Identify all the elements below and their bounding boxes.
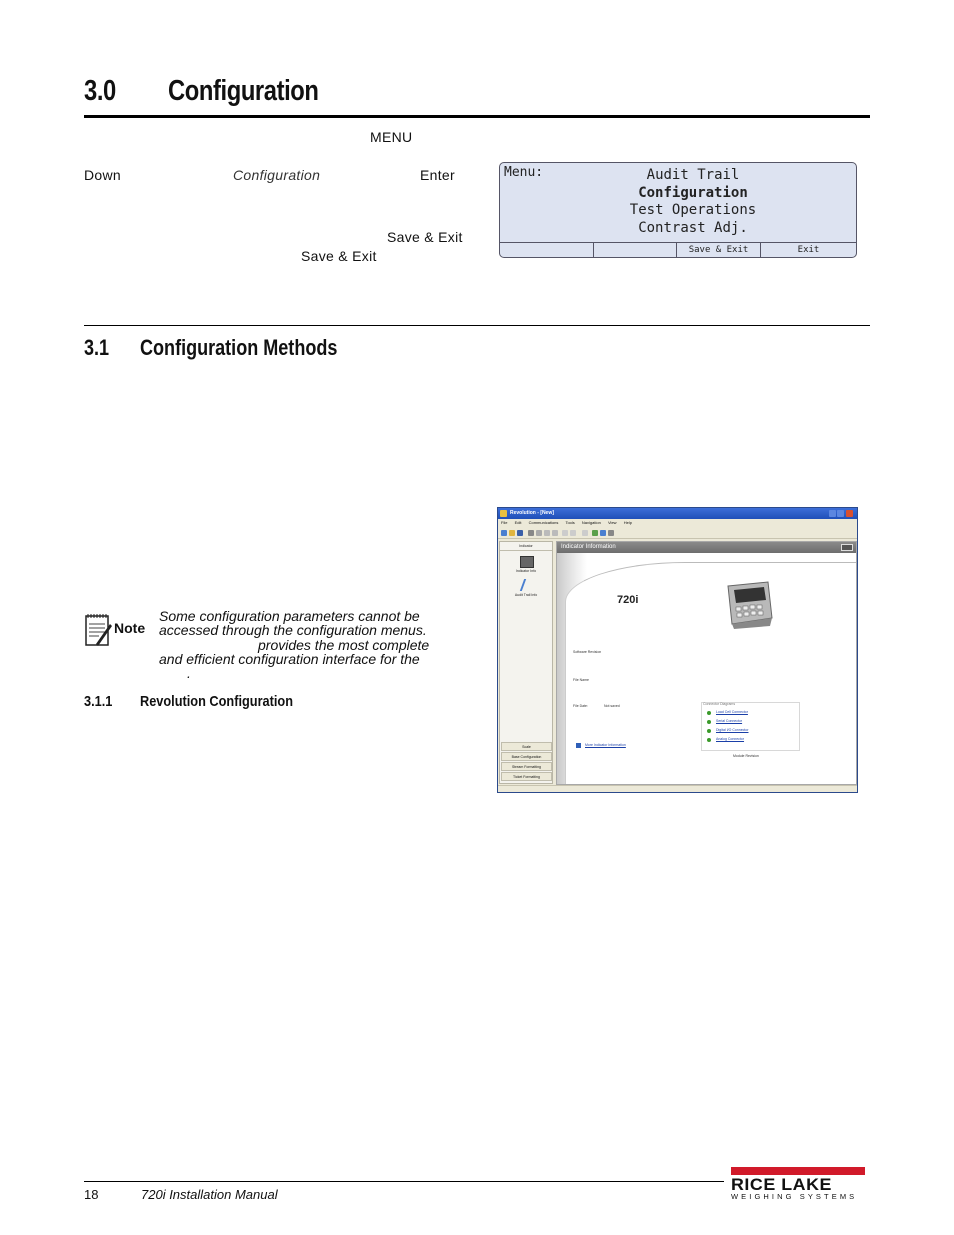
note-line-3: provides the most complete [258,637,430,653]
section-rule [84,325,870,326]
subsection-number: 3.1.1 [84,693,113,710]
sidebar-button-stream-formatting[interactable]: Stream Formatting [501,762,552,771]
connector-icon-analog [707,738,711,742]
app-icon [500,510,507,517]
connector-link-digital-io[interactable]: Digital I/O Connector [716,728,749,732]
sidebar-item-audit-trail-info[interactable]: Audit Trail Info [514,593,538,597]
manual-title: 720i Installation Manual [141,1187,278,1202]
menu-keyword: MENU [370,129,413,145]
more-info-icon[interactable] [576,743,581,748]
configuration-keyword: Configuration [233,167,321,183]
softkey-2[interactable] [594,243,677,258]
menu-navigation[interactable]: Navigation [581,520,601,525]
minimize-icon[interactable] [829,510,836,517]
chapter-number: 3.0 [84,75,116,107]
menu-file[interactable]: File [501,520,508,525]
sidebar-button-scale[interactable]: Scale [501,742,552,751]
panel-indicator-icon [841,544,853,551]
print-icon[interactable] [528,530,534,536]
lcd-menu-label: Menu: [504,165,544,180]
connector-link-analog[interactable]: Analog Connector [716,737,745,741]
save-exit-keyword-2: Save & Exit [301,248,377,264]
softkey-exit[interactable]: Exit [797,245,820,255]
field-software-revision: Software Revision [573,650,602,654]
note-label: Note [114,620,146,636]
cut-icon[interactable] [536,530,542,536]
field-file-date: File Date: [573,704,588,708]
indicator-info-icon[interactable] [520,556,534,568]
chapter-title: Configuration [168,75,319,107]
lcd-item-contrast-adj: Contrast Adj. [638,220,748,236]
close-icon[interactable] [846,510,853,517]
connector-link-serial[interactable]: Serial Connector [716,719,743,723]
sidebar-item-indicator-info[interactable]: Indicator Info [515,569,537,573]
audit-trail-icon[interactable] [520,579,534,591]
menu-edit[interactable]: Edit [514,520,522,525]
panel-header: Indicator Information [557,542,856,553]
heading-rule [84,115,870,118]
subsection-title: Revolution Configuration [140,693,293,710]
connector-title: Connector Diagrams [703,702,736,706]
lcd-item-audit-trail: Audit Trail [646,167,740,183]
logo-subtitle: WEIGHING SYSTEMS [731,1192,858,1201]
revolution-screenshot [497,507,858,793]
note-line-5: . [187,665,191,681]
lcd-item-test-operations: Test Operations [629,202,757,218]
sidebar-group-label: Indicator [500,544,552,551]
download-icon[interactable] [608,530,614,536]
sidebar [499,541,553,784]
save-icon[interactable] [517,530,523,536]
tool-icon[interactable] [582,530,588,536]
menu-help[interactable]: Help [623,520,632,525]
page-number: 18 [84,1187,99,1202]
note-icon [84,612,114,648]
lcd-item-configuration: Configuration [638,185,748,201]
logo-bar [731,1167,865,1175]
softkey-save-exit[interactable]: Save & Exit [677,243,761,258]
connector-icon-load-cell [707,711,711,715]
footer-rule [84,1181,724,1182]
redo-icon[interactable] [570,530,576,536]
module-revision-label: Module Revision [733,754,759,758]
connector-icon-serial [707,720,711,724]
indicator-image [722,580,774,630]
save-exit-keyword-1: Save & Exit [387,229,463,245]
enter-keyword: Enter [420,167,455,183]
upload-icon[interactable] [600,530,606,536]
open-icon[interactable] [509,530,515,536]
note-line-2: accessed through the configuration menus. [159,622,427,638]
lcd-softkeys [500,242,856,258]
sidebar-button-ticket-formatting[interactable]: Ticket Formatting [501,772,552,781]
sidebar-button-base-configuration[interactable]: Base Configuration [501,752,552,761]
down-keyword: Down [84,167,121,183]
new-icon[interactable] [501,530,507,536]
softkey-1[interactable] [500,243,594,258]
info-panel [556,541,857,785]
menu-tools[interactable]: Tools [565,520,575,525]
rice-lake-logo: RICE LAKE [731,1175,832,1194]
model-name: 720i [617,594,639,606]
section-number: 3.1 [84,335,110,360]
window-title: Revolution - [New] [510,510,554,516]
menu-bar [498,519,857,527]
note-line-4: and efficient configuration interface for the [159,651,420,667]
field-file-name: File Name [573,678,589,682]
connector-link-load-cell[interactable]: Load Cell Connector [716,710,748,714]
menu-communications[interactable]: Communications [528,520,559,525]
maximize-icon[interactable] [837,510,844,517]
window-titlebar [498,508,857,519]
note-line-1: Some configuration parameters cannot be [159,608,420,624]
status-bar [498,785,857,793]
paste-icon[interactable] [552,530,558,536]
connector-icon-digital-io [707,729,711,733]
field-not-saved: Not saved [604,704,620,708]
connect-icon[interactable] [592,530,598,536]
toolbar [498,527,857,539]
copy-icon[interactable] [544,530,550,536]
lcd-menu-display [499,162,857,258]
undo-icon[interactable] [562,530,568,536]
section-title: Configuration Methods [140,335,338,360]
more-info-link[interactable]: More Indicator Information [585,743,626,747]
menu-view[interactable]: View [607,520,617,525]
panel-curve [565,562,857,785]
